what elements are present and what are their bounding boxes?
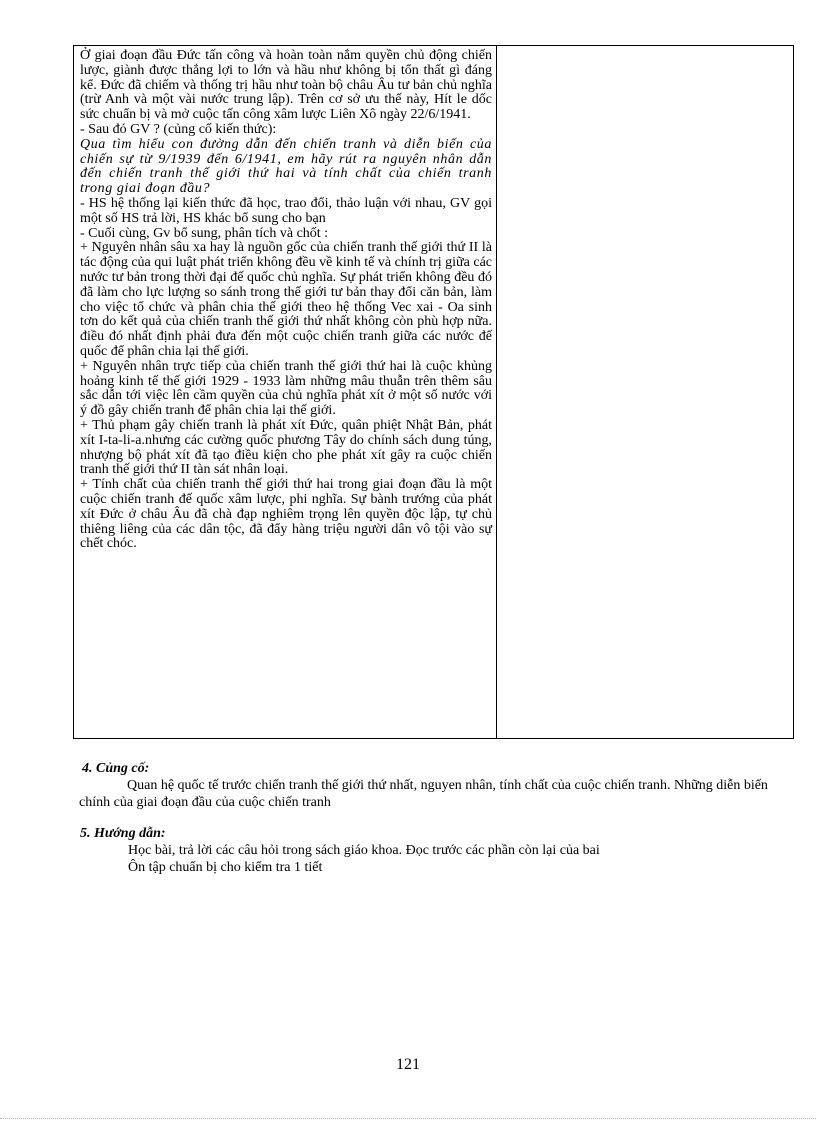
consolidation-section bbox=[79, 760, 772, 811]
table-row bbox=[74, 46, 794, 739]
consolidation-text: Quan hệ quốc tế trước chiến tranh thế giới thứ nhất, nguyen nhân, tính chất của cuộc chiến tranh. Những diễn biến chính của giai đoạn đầu của cuộc chiến tranh bbox=[79, 778, 768, 810]
guidance-section bbox=[80, 825, 770, 876]
paragraph-culprits: + Thủ phạm gây chiến tranh là phát xít Đức, quân phiệt Nhật Bản, phát xít I-ta-li-a.nhưng các cường quốc phương Tây do chính sách dung túng, nhượng bộ phát xít đã tạo điều kiện cho phe phát xít gây ra cuộc chiến tranh thế giới thứ II tàn sát nhân loại. bbox=[80, 417, 492, 478]
consolidation-heading: 4. Củng cố: bbox=[82, 761, 150, 776]
paragraph-student-discussion: - HS hệ thống lại kiến thức đã học, trao đổi, thảo luận với nhau, GV gọi một số HS trả lời, HS khác bổ sung cho bạn bbox=[80, 195, 492, 226]
paragraph-nature-of-war: + Tính chất của chiến tranh thế giới thứ hai trong giai đoạn đầu là một cuộc chiến tranh đế quốc xâm lược, phi nghĩa. Sự bành trướng của phát xít Đức ở châu Âu đã chà đạp nghiêm trọng lên quyền độc lập, tự chủ thiêng liêng của các dân tộc, đã đẩy hàng triệu người dân vô tội vào sự chết chóc. bbox=[80, 477, 492, 552]
paragraph-direct-cause: + Nguyên nhân trực tiếp của chiến tranh thế giới thứ hai là cuộc khủng hoảng kinh tế thế giới 1929 - 1933 làm những mâu thuẫn trên thêm sâu sắc dẫn tới việc lên cầm quyền của chủ nghĩa phát xít ở một số nước với ý đồ gây chiến tranh để phân chia lại thế giới. bbox=[80, 358, 492, 419]
page-bottom-divider bbox=[0, 1118, 816, 1119]
paragraph-teacher-question-intro: - Sau đó GV ? (củng cố kiến thức): bbox=[80, 121, 277, 137]
guidance-heading: 5. Hướng dẫn: bbox=[80, 826, 166, 841]
teacher-activities-cell bbox=[74, 46, 497, 739]
notes-cell bbox=[497, 46, 794, 739]
paragraph-teacher-question: Qua tìm hiểu con đường dẫn đến chiến tranh và diễn biến của chiến sự từ 9/1939 đến 6/1941, em hãy rút ra nguyên nhân dẫn đến chiến tranh thế giới thứ hai và tính chất của chiến tranh trong giai đoạn đầu? bbox=[80, 136, 492, 197]
lesson-table bbox=[73, 45, 794, 739]
guidance-line-1: Học bài, trả lời các câu hỏi trong sách giáo khoa. Đọc trước các phần còn lại của bai bbox=[128, 843, 600, 858]
paragraph-teacher-conclusion: - Cuối cùng, Gv bổ sung, phân tích và chốt : bbox=[80, 225, 329, 241]
page-number: 121 bbox=[396, 1056, 420, 1073]
paragraph-phase-one: Ở giai đoạn đầu Đức tấn công và hoàn toàn nắm quyền chủ động chiến lược, giành được thắng lợi to lớn và hầu như không bị tổn thất gì đáng kể. Đức đã chiếm và thống trị hầu như toàn bộ châu Âu tư bản chủ nghĩa (trừ Anh và một vài nước trung lập). Trên cơ sở ưu thế này, Hít le dốc sức chuẩn bị và mở cuộc tấn công xâm lược Liên Xô ngày 22/6/1941. bbox=[80, 48, 492, 123]
paragraph-deep-cause: + Nguyên nhân sâu xa hay là nguồn gốc của chiến tranh thế giới thứ II là tác động của qui luật phát triển không đều về kinh tế và chính trị giữa các nước tư bản trong thời đại đế quốc chủ nghĩa. Sự phát triển không đều đó đã làm cho lực lượng so sánh trong thế giới tư bản thay đổi căn bản, làm cho việc tổ chức và phân chia thế giới theo hệ thống Vec xai - Oa sinh tơn do kết quả của chiến tranh thế giới thứ nhất không còn phù hợp nữa. điều đó nhất định phải đưa đến một cuộc chiến tranh giữa các nước đế quốc để phân chia lại thế giới. bbox=[80, 240, 492, 359]
guidance-line-2: Ôn tập chuẩn bị cho kiểm tra 1 tiết bbox=[128, 860, 323, 875]
